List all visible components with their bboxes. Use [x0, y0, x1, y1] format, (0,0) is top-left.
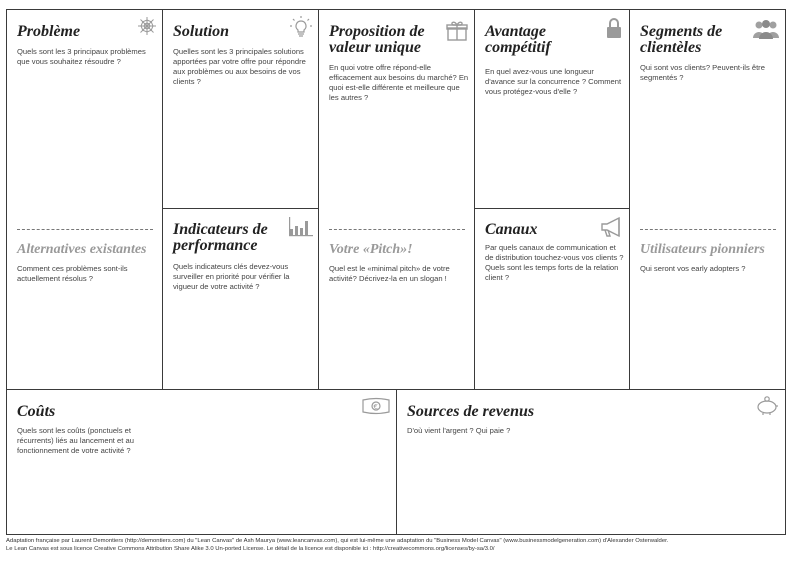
pionniers-title: Utilisateurs pionniers [640, 242, 765, 257]
canaux-desc: Par quels canaux de communication et de distribution touchez-vous vos clients ? Quels sont les temps forts de la relation client ? [485, 243, 624, 282]
people-group-icon [752, 18, 780, 45]
indicateurs-title-line2: performance [173, 237, 258, 254]
footer-line-1: Adaptation française par Laurent Demontiers (http://demontiers.com) du "Lean Canvas" de Ash Maurya (www.leancanvas.com), qui est lui-même une adaptation du "Business Model Canvas" (www.businessmodelgeneration.com) d'Alexander Osterwalder. [6, 538, 669, 544]
avantage-title-line1: Avantage [485, 23, 547, 40]
probleme-desc: Quels sont les 3 principaux problèmes que vous souhaitez résoudre ? [17, 47, 146, 66]
block-solution[interactable] [163, 10, 318, 208]
lean-canvas [6, 9, 786, 535]
block-indicateurs[interactable] [163, 209, 318, 389]
canaux-title: Canaux [485, 221, 538, 238]
revenus-desc: D'où vient l'argent ? Qui paie ? [407, 426, 511, 435]
footer-credits [6, 537, 788, 553]
padlock-icon [606, 17, 622, 44]
spider-web-icon [137, 16, 157, 41]
revenus-title: Sources de revenus [407, 403, 535, 420]
segments-title-line2: clientèles [640, 39, 702, 56]
bar-chart-icon [289, 217, 313, 242]
pitch-desc: Quel est le «minimal pitch» de votre activité? Décrivez-la en un slogan ! [329, 264, 450, 283]
money-bill-icon [361, 396, 391, 421]
probleme-title: Problème [17, 23, 81, 40]
alternatives-desc: Comment ces problèmes sont-ils actuellement résolus ? [17, 264, 128, 283]
avantage-title-line2: compétitif [485, 39, 551, 56]
proposition-desc: En quoi votre offre répond-elle efficacement aux besoins du marché? En quoi est-elle différente et meilleure que les autres ? [329, 63, 469, 102]
light-bulb-icon [289, 15, 313, 44]
block-canaux[interactable] [475, 209, 630, 389]
indicateurs-title-line1: Indicateurs de [173, 221, 268, 238]
solution-desc: Quelles sont les 3 principales solutions apportées par votre offre pour répondre aux problèmes ou aux besoins de vos clients ? [173, 47, 306, 86]
block-proposition[interactable] [319, 10, 474, 389]
block-probleme[interactable] [7, 10, 162, 389]
block-avantage[interactable] [475, 10, 630, 208]
proposition-title-line2: valeur unique [329, 39, 422, 56]
proposition-title-line1: Proposition de [329, 23, 425, 40]
indicateurs-desc: Quels indicateurs clés devez-vous surveiller en priorité pour vérifier la vigueur de votre activité ? [173, 262, 290, 291]
block-revenus[interactable] [397, 390, 785, 534]
avantage-desc: En quel avez-vous une longueur d'avance sur la concurrence ? Comment vous protégez-vous d'elle ? [485, 67, 622, 96]
piggy-bank-icon [755, 396, 779, 421]
couts-desc: Quels sont les coûts (ponctuels et récurrents) liés au lancement et au fonctionnement de votre activité ? [17, 426, 134, 455]
solution-title: Solution [173, 23, 230, 40]
segments-title-line1: Segments de [640, 23, 723, 40]
block-couts[interactable] [7, 390, 396, 534]
pionniers-desc: Qui seront vos early adopters ? [640, 264, 746, 273]
segments-desc: Qui sont vos clients? Peuvent-ils être segmentés ? [640, 63, 765, 82]
svg-text:€: € [373, 403, 378, 411]
couts-title: Coûts [17, 403, 56, 420]
block-segments[interactable] [630, 10, 785, 389]
footer-line-2: Le Lean Canvas est sous licence Creative Commons Attribution Share Alike 3.0 Un-ported License. Le détail de la licence est disponible ici : http://creativecommons.org/licenses/by-sa/3.0/ [6, 546, 495, 552]
pitch-title: Votre «Pitch»! [329, 242, 413, 257]
megaphone-icon [599, 216, 625, 243]
gift-icon [446, 20, 468, 47]
alternatives-title: Alternatives existantes [17, 242, 147, 257]
